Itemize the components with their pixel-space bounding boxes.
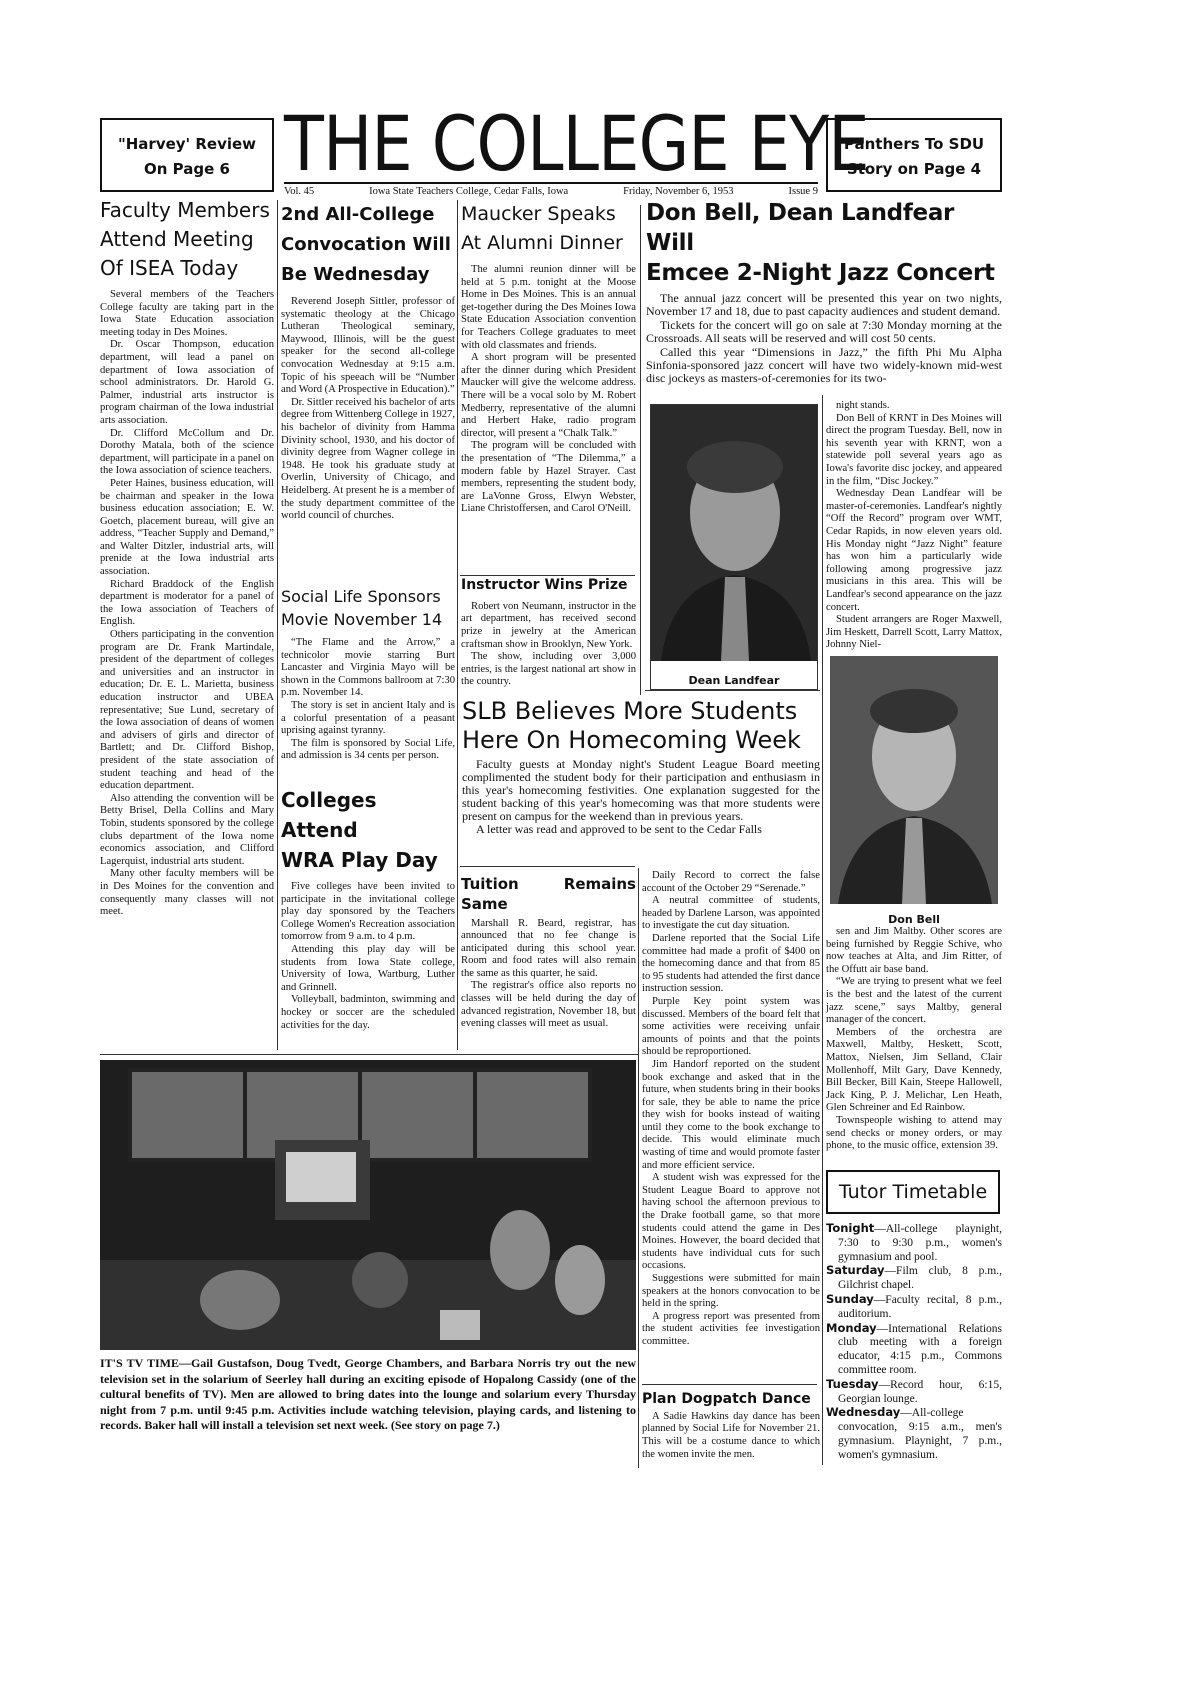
paragraph: A progress report was presented from the student activities fee investigation committee. bbox=[642, 1310, 820, 1347]
paragraph: The program will be concluded with the presentation of “The Dilemma,” a modern fable by Hazel Strayer. Cast members, representing the student body, are LaVonne Gross, Elwyn Webster, Liane Christoffersen, and Carol O'Neill. bbox=[461, 440, 636, 515]
paragraph: The registrar's office also reports no classes will be held during the day of advanced registration, November 18, but evening classes will meet as usual. bbox=[461, 980, 636, 1030]
paragraph: Darlene reported that the Social Life committee had made a profit of $400 on the homecoming dance and that from 85 to 95 students had attended the first dance instruction session. bbox=[642, 932, 820, 995]
issue-date: Friday, November 6, 1953 bbox=[623, 186, 734, 197]
timetable-title: Tutor Timetable bbox=[826, 1170, 1000, 1214]
tv-photo-caption: IT'S TV TIME—Gail Gustafson, Doug Tvedt, George Chambers, and Barbara Norris try out the new television set in the solarium of Seerley hall during an exciting episode of Hopalong Cassidy (one of the cultural benefits of TV). Men are allowed to bring dates into the lounge and solarium every Thursday night from 7 p.m. until 9:45 p.m. Activities include watching television, playing cards, and listening to records. Baker hall will install a television set next week. (See story on page 7.) bbox=[100, 1356, 636, 1432]
paragraph: Others participating in the convention program are Dr. Frank Martindale, president of the department of colleges and universities and an instructor in education; Dr. E. L. Marietta, business education instructor and UBEA representative; Sue Lund, secretary of the Iowa association of deans of women and advisers of girls and director of Bartlett; and Dr. Clifford Bishop, president of the state association of student teaching and head of the education department. bbox=[100, 629, 274, 792]
left-ear-line: "Harvey' Review bbox=[117, 135, 257, 153]
article-isea bbox=[100, 196, 274, 919]
article-body bbox=[100, 289, 274, 919]
paragraph: Richard Braddock of the English department is moderator for a panel of the Iowa association of Teachers of English. bbox=[100, 578, 274, 628]
paragraph: Townspeople wishing to attend may send checks or money orders, or may phone, to the music office, extension 39. bbox=[826, 1114, 1002, 1152]
portrait-bell-image bbox=[830, 656, 998, 904]
tv-photo bbox=[100, 1060, 636, 1350]
column-rule bbox=[457, 200, 458, 1050]
article-body bbox=[646, 292, 1002, 386]
timetable-text: —Faculty recital, 8 p.m., auditorium. bbox=[838, 1293, 1002, 1320]
column-rule bbox=[822, 395, 823, 1465]
paragraph: night stands. bbox=[836, 400, 890, 411]
paragraph: Many other faculty members will be in Des Moines for the convention and consequently many classes will not meet. bbox=[100, 868, 274, 918]
column-rule bbox=[640, 205, 641, 695]
paragraph: A Sadie Hawkins day dance has been planned by Social Life for November 21. This will be a costume dance to which the women invite the men. bbox=[642, 1410, 820, 1460]
paragraph: The annual jazz concert will be presented this year on two nights, November 17 and 18, due to past capacity audiences and student demand. bbox=[646, 291, 1002, 319]
slb-continued bbox=[642, 870, 820, 1349]
article-dogpatch bbox=[642, 1390, 820, 1461]
headline-isea bbox=[100, 196, 274, 283]
article-maucker bbox=[461, 200, 636, 516]
paragraph: A short program will be presented after the dinner during which President Maucker will give the welcome address. There will be a vocal solo by M. Robert Medberry, representative of the alumni and Herbert Hake, radio program director, will present a “Chalk Talk.” bbox=[461, 352, 636, 439]
timetable-entry bbox=[826, 1293, 1002, 1322]
paragraph: Marshall R. Beard, registrar, has announced that no fee change is anticipated during this school year. Room and food rates will also remain the same as this quarter, he said. bbox=[461, 917, 636, 979]
timetable-list bbox=[826, 1222, 1002, 1463]
headline-movie bbox=[281, 585, 455, 631]
paragraph: The show, including over 3,000 entries, is the largest national art show in the country. bbox=[461, 651, 636, 688]
paragraph: A letter was read and approved to be sent to the Cedar Falls bbox=[476, 822, 762, 836]
paragraph: Several members of the Teachers College faculty are taking part in the Iowa State Education association meeting today in Des Moines. bbox=[100, 289, 274, 338]
timetable-entry bbox=[826, 1406, 1002, 1462]
headline-line: Faculty Members bbox=[100, 198, 270, 222]
timetable-text: —Film club, 8 p.m., Gilchrist chapel. bbox=[838, 1265, 1002, 1292]
paragraph: A student wish was expressed for the Student League Board to approve not having school the afternoon previous to the Drake football game, so that more students could attend the game in Des Moines. However, the board decided that students have individual cuts for such occasions. bbox=[642, 1172, 820, 1272]
timetable-day: Sunday bbox=[826, 1291, 874, 1306]
column-rule bbox=[277, 200, 278, 1050]
left-ear-line: On Page 6 bbox=[144, 160, 230, 178]
paragraph: Members of the orchestra are Maxwell, Maltby, Heskett, Scott, Mattox, Nielsen, Jim Selland, Clair Mollenhoff, Milt Gary, Dave Kennedy, Bill Becker, Bill Kain, Steepe Hallowell, Jack King, P. J. Melichar, Len Heath, Glen Schreiner and Ed Rainbow. bbox=[826, 1026, 1002, 1114]
photo-caption: Dean Landfear bbox=[688, 674, 780, 687]
headline-line: At Alumni Dinner bbox=[461, 232, 623, 254]
timetable-day: Wednesday bbox=[826, 1405, 901, 1420]
headline-dogpatch: Plan Dogpatch Dance bbox=[642, 1391, 811, 1407]
paragraph: The film is sponsored by Social Life, and admission is 34 cents per person. bbox=[281, 737, 455, 762]
article-body bbox=[281, 296, 455, 523]
paragraph: Jim Handorf reported on the student book exchange and asked that in the future, when students bring in their books for sale, they be able to name the price they wish for books instead of waiting until they come to the book exchange to decide. This would eliminate much wasting of time and would promote faster and more efficient service. bbox=[642, 1058, 820, 1171]
section-rule bbox=[100, 1054, 638, 1055]
paragraph: “The Flame and the Arrow,” a technicolor movie starring Burt Lancaster and Virginia Mayo will be shown in the Commons ballroom at 7:30 p.m. November 14. bbox=[281, 637, 455, 699]
article-body bbox=[461, 264, 636, 516]
headline-slb bbox=[462, 697, 820, 755]
right-ear-box bbox=[826, 118, 1002, 192]
paragraph: Wednesday Dean Landfear will be master-of-ceremonies. Landfear's nightly “Off the Record” program over WMT, Cedar Rapids, in now eleven years old. His Monday night “Jazz Night” feature has won him a particularly wide following among progressive jazz musicians in this area. This will be Landfear's second appearance on the jazz concert. bbox=[826, 488, 1002, 613]
publisher: Iowa State Teachers College, Cedar Falls, Iowa bbox=[369, 186, 569, 197]
timetable-text: —All-college playnight, 7:30 to 9:30 p.m., women's gymnasium and pool. bbox=[838, 1223, 1002, 1263]
timetable-day: Monday bbox=[826, 1320, 877, 1335]
section-rule bbox=[645, 690, 820, 691]
headline-jazz bbox=[646, 198, 1002, 288]
masthead-title: THE COLLEGE EYE bbox=[284, 99, 869, 188]
paragraph: Five colleges have been invited to participate in the invitational college play day sponsored by the Teachers College Women's Recreation association tomorrow from 9 a.m. to 4 p.m. bbox=[281, 881, 455, 943]
photo-landfear bbox=[650, 404, 818, 690]
volume: Vol. 45 bbox=[284, 186, 315, 197]
jazz-column-b bbox=[826, 926, 1002, 1153]
paragraph: The story is set in ancient Italy and is a colorful presentation of a peasant uprising against tyranny. bbox=[281, 699, 455, 737]
paragraph: Don Bell of KRNT in Des Moines will direct the program Tuesday. Bell, now in his seventh year with KRNT, won a statewide poll several years ago as Iowa's favorite disc jockey, and appeared in the film, “Disc Jockey.” bbox=[826, 412, 1002, 487]
column-rule bbox=[638, 868, 639, 1468]
headline-line: WRA Play Day bbox=[281, 848, 438, 872]
timetable-entry bbox=[826, 1378, 1002, 1407]
article-body bbox=[642, 870, 820, 1349]
article-body bbox=[642, 1411, 820, 1461]
headline-convocation bbox=[281, 200, 455, 290]
article-movie bbox=[281, 585, 455, 763]
article-body bbox=[461, 601, 636, 689]
headline-wra bbox=[281, 785, 455, 875]
tv-photo-image bbox=[100, 1060, 636, 1350]
article-wra bbox=[281, 785, 455, 1032]
issue-number: Issue 9 bbox=[788, 186, 818, 197]
headline-line: Colleges Attend bbox=[281, 788, 377, 842]
article-tuition bbox=[461, 874, 636, 1031]
paragraph: Dr. Oscar Thompson, education department, will lead a panel on department of Iowa association of school administrators. Dr. Harold G. Palmer, industrial arts instructor is program chairman of the Iowa industrial arts association. bbox=[100, 339, 274, 426]
article-body bbox=[281, 637, 455, 763]
timetable-text: —Record hour, 6:15, Georgian lounge. bbox=[838, 1378, 1002, 1405]
paragraph: Purple Key point system was discussed. Members of the board felt that some activities were receiving unfair amounts of points and that the points should be reproportioned. bbox=[642, 995, 820, 1058]
headline-line: Emcee 2-Night Jazz Concert bbox=[646, 260, 995, 286]
headline-line: Attend Meeting bbox=[100, 227, 254, 251]
headline-line: Don Bell, Dean Landfear Will bbox=[646, 200, 955, 256]
paragraph: A neutral committee of students, headed by Darlene Larson, was appointed to investigate the cut day situation. bbox=[642, 895, 820, 932]
timetable-text: —International Relations club meeting with a foreign educator, 4:15 p.m., Commons committee room. bbox=[838, 1322, 1002, 1376]
headline-line: Maucker Speaks bbox=[461, 203, 616, 225]
photo-bell bbox=[830, 656, 998, 924]
timetable-entry bbox=[826, 1264, 1002, 1293]
timetable-day: Saturday bbox=[826, 1263, 885, 1278]
article-body bbox=[281, 881, 455, 1032]
issue-info-line bbox=[284, 182, 818, 197]
article-convocation bbox=[281, 200, 455, 523]
article-slb bbox=[462, 697, 820, 836]
headline-line: Of ISEA Today bbox=[100, 256, 239, 280]
paragraph: Volleyball, badminton, swimming and hockey or soccer are the scheduled activities for the day. bbox=[281, 994, 455, 1031]
paragraph: “We are trying to present what we feel is the best and the latest of the current jazz scene,” says Maltby, general manager of the concert. bbox=[826, 976, 1002, 1026]
photo-caption: Don Bell bbox=[888, 913, 940, 926]
article-body bbox=[826, 926, 1002, 1153]
timetable-day: Tonight bbox=[826, 1221, 875, 1235]
article-body bbox=[826, 400, 1002, 652]
headline-maucker bbox=[461, 200, 636, 258]
headline-line: 2nd All-College bbox=[281, 204, 435, 225]
article-prize bbox=[461, 576, 636, 689]
paragraph: Dr. Sittler received his bachelor of arts degree from Wittenberg College in 1927, his bachelor of divinity from Hamma Divinity school, 1930, and his doctor of divinity degree from Wagner college in 1948. He took his graduate study at Overlin, University of Chicago, and Heidelberg. At present he is a member of the study department committee of the world council of churches. bbox=[281, 396, 455, 522]
paragraph: Daily Record to correct the false account of the October 29 “Serenade.” bbox=[642, 870, 820, 894]
timetable-day: Tuesday bbox=[826, 1376, 879, 1391]
section-rule bbox=[460, 866, 635, 867]
paragraph: Peter Haines, business education, will be chairman and speaker in the Iowa business education association; E. W. Goetch, placement bureau, will give an address, “Teacher Supply and Demand,” and Walter Ditzler, industrial arts, will prenide at the Iowa industrial arts association. bbox=[100, 477, 274, 578]
paragraph: Reverend Joseph Sittler, professor of systematic theology at the Chicago Lutheran Theological seminary, Maywood, Illinois, will be the guest speaker for the second all-college convocation Wednesday at 9:15 a.m. Topic of his speeach will be “Number and Word (A Prospective in Education).” bbox=[281, 296, 455, 396]
timetable-entry bbox=[826, 1222, 1002, 1264]
paragraph: Called this year “Dimensions in Jazz,” the fifth Phi Mu Alpha Sinfonia-sponsored jazz concert will have two widely-known mid-west disc jockeys as masters-of-ceremonies for its two- bbox=[646, 344, 1002, 386]
headline-line: Here On Homecoming Week bbox=[462, 726, 801, 754]
paragraph: Robert von Neumann, instructor in the art department, has received second prize in jewelry at the American craftsman show in Brooklyn, New York. bbox=[461, 600, 636, 650]
headline-line: Be Wednesday bbox=[281, 264, 430, 285]
article-body bbox=[462, 758, 820, 836]
headline-line: Movie November 14 bbox=[281, 610, 443, 629]
timetable-text: —All-college convocation, 9:15 a.m., men's gymnasium. Playnight, 7 p.m., women's gymnasium. bbox=[838, 1407, 1002, 1461]
paragraph: Also attending the convention will be Betty Brisel, Della Collins and Mary Tobin, students sponsored by the college clubs department of the Iowa nome economics association, and Clifford Lagerquist, industrial arts student. bbox=[100, 792, 274, 867]
right-ear-line: Story on Page 4 bbox=[846, 160, 982, 178]
portrait-landfear-image bbox=[651, 405, 817, 661]
headline-line: Convocation Will bbox=[281, 234, 451, 255]
paragraph: Suggestions were submitted for main speakers at the honors convocation to be held in the spring. bbox=[642, 1273, 820, 1310]
timetable-entry bbox=[826, 1322, 1002, 1378]
headline-tuition: Tuition Remains Same bbox=[461, 875, 636, 914]
paragraph: sen and Jim Maltby. Other scores are being furnished by Reggie Schive, who now teaches at Alta, and Jim Ritter, of the Offutt air base band. bbox=[826, 926, 1002, 975]
section-rule bbox=[642, 1384, 817, 1385]
paragraph: Dr. Clifford McCollum and Dr. Dorothy Matala, both of the science department, will participate in a panel on the Iowa association of science teachers. bbox=[100, 427, 274, 477]
paragraph: Tickets for the concert will go on sale at 7:30 Monday morning at the Crossroads. All seats will be reserved and will cost 50 cents. bbox=[646, 317, 1002, 346]
headline-line: Social Life Sponsors bbox=[281, 587, 441, 606]
paragraph: Faculty guests at Monday night's Student League Board meeting complimented the student body for their participation and enthusiasm in this year's homecoming festivities. One explanation suggested for the student backing of this year's homecoming was that more students were present on campus for the weekend than in previous years. bbox=[462, 757, 820, 823]
left-ear-box bbox=[100, 118, 274, 192]
right-ear-line: Panthers To SDU bbox=[843, 135, 985, 153]
paragraph: Student arrangers are Roger Maxwell, Jim Heskett, Darrell Scott, Larry Mattox, Johnny Niel- bbox=[826, 614, 1002, 651]
headline-prize: Instructor Wins Prize bbox=[461, 577, 628, 593]
paragraph: The alumni reunion dinner will be held at 5 p.m. tonight at the Moose Home in Des Moines. This is an annual get-together during the Des Moines Iowa State Education Association convention for Teachers College graduates to meet with old classmates and friends. bbox=[461, 264, 636, 351]
jazz-column-a bbox=[826, 400, 1002, 652]
headline-line: SLB Believes More Students bbox=[462, 697, 798, 725]
paragraph: Attending this play day will be students from Iowa State college, University of Iowa, Wartburg, Luther and Grinnell. bbox=[281, 943, 455, 993]
article-jazz bbox=[646, 198, 1002, 386]
article-body bbox=[461, 918, 636, 1031]
